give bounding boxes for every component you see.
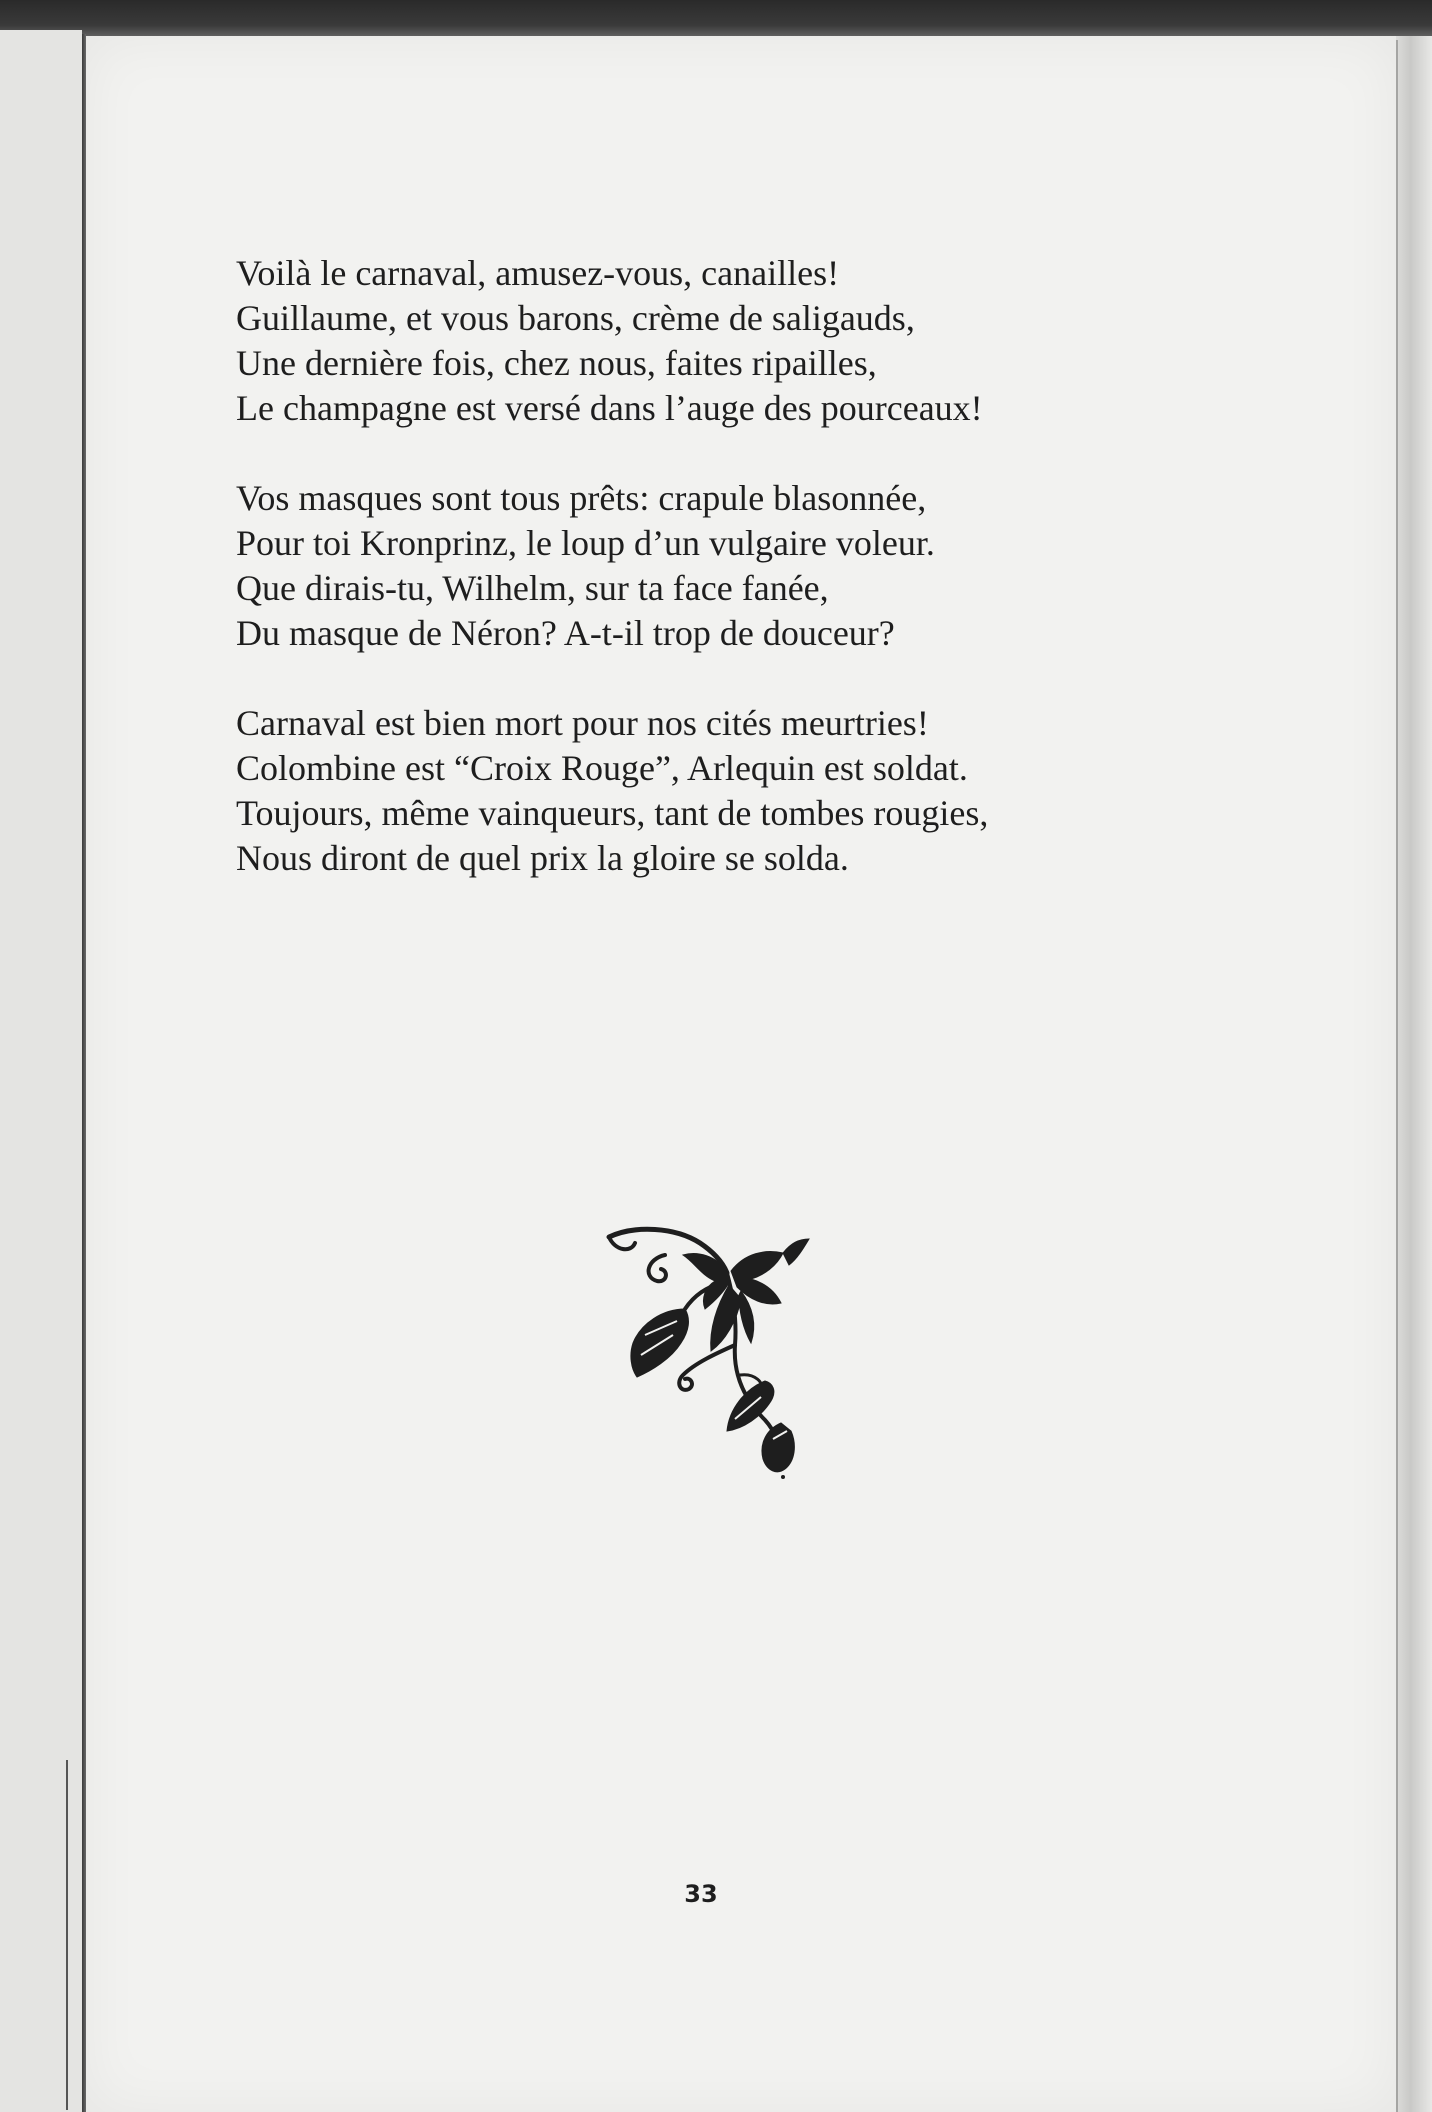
stanza	[236, 701, 1236, 881]
page-stack-edge	[1396, 36, 1432, 2112]
verse-line: Carnaval est bien mort pour nos cités meurtries!	[236, 703, 929, 743]
page-number: 33	[684, 1880, 718, 1908]
verse-line: Du masque de Néron? A-t-il trop de douceur?	[236, 613, 895, 653]
stanza	[236, 476, 1236, 656]
verse-line: Que dirais-tu, Wilhelm, sur ta face fanée,	[236, 568, 829, 608]
verse-line: Une dernière fois, chez nous, faites ripailles,	[236, 343, 877, 383]
verse-line: Toujours, même vainqueurs, tant de tombes rougies,	[236, 793, 989, 833]
verse-line: Voilà le carnaval, amusez-vous, canailles!	[236, 253, 840, 293]
verse-line: Pour toi Kronprinz, le loup d’un vulgaire voleur.	[236, 523, 935, 563]
verse-line: Nous diront de quel prix la gloire se solda.	[236, 838, 849, 878]
facing-page-gutter	[0, 30, 82, 2112]
verse-line: Vos masques sont tous prêts: crapule blasonnée,	[236, 478, 927, 518]
poem	[236, 251, 1236, 881]
verse-line: Le champagne est versé dans l’auge des pourceaux!	[236, 388, 983, 428]
binding-edge-inner	[66, 1760, 68, 2110]
floral-vine-ornament-icon	[605, 1225, 825, 1480]
page-edge-line	[1396, 40, 1398, 2112]
verse-line: Guillaume, et vous barons, crème de saligauds,	[236, 298, 915, 338]
verse-line: Colombine est “Croix Rouge”, Arlequin est soldat.	[236, 748, 968, 788]
stanza	[236, 251, 1236, 431]
